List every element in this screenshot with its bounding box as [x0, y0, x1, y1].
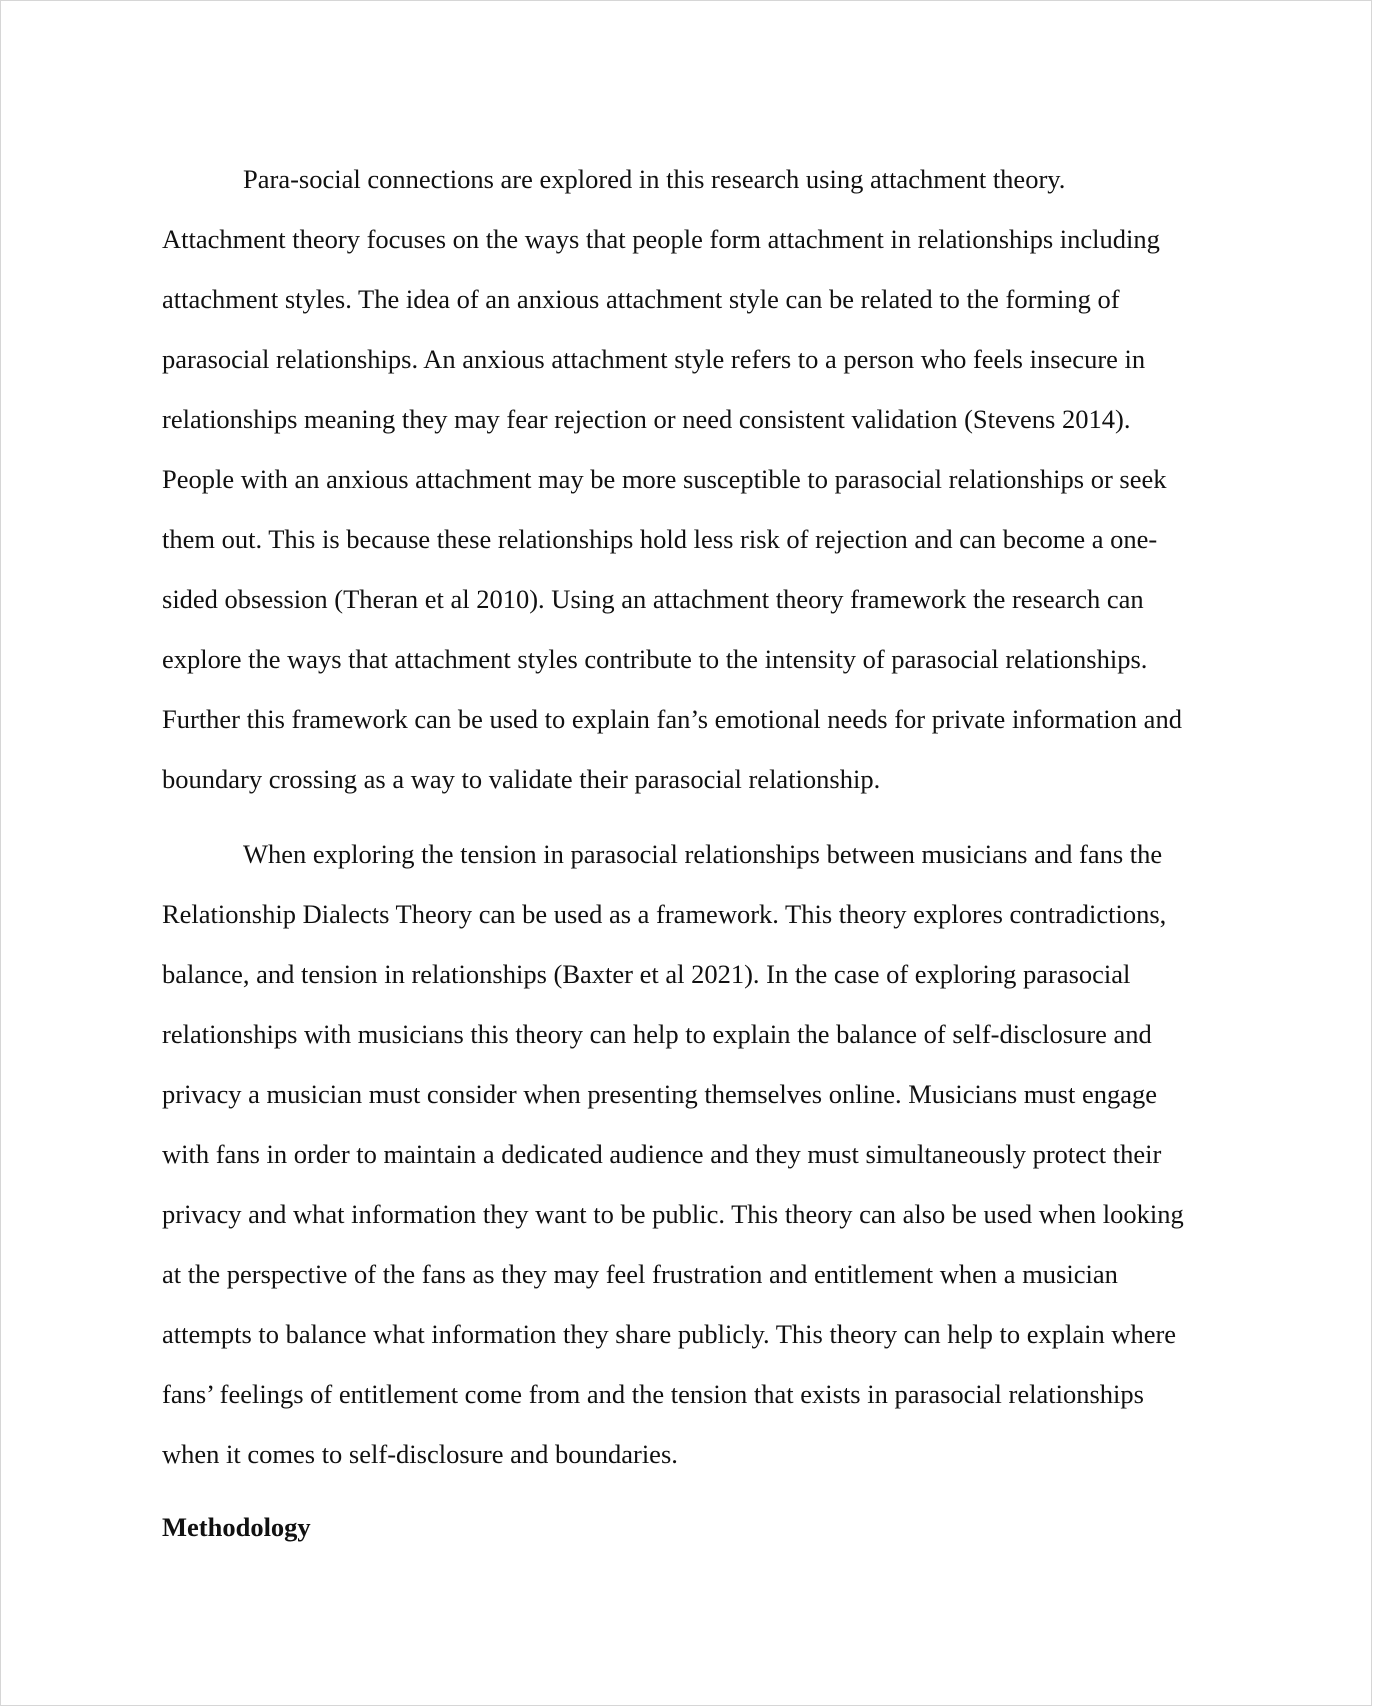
text-line: relationships meaning they may fear rejection or need consistent validation (Stevens 2014).	[162, 404, 1131, 434]
paragraph-relationship-dialectics	[162, 824, 1212, 1484]
paragraph-attachment-theory	[162, 149, 1212, 809]
text-line: boundary crossing as a way to validate their parasocial relationship.	[162, 764, 881, 794]
text-line: parasocial relationships. An anxious attachment style refers to a person who feels insecure in	[162, 344, 1146, 374]
text-line: fans’ feelings of entitlement come from and the tension that exists in parasocial relationships	[162, 1379, 1144, 1409]
section-heading-methodology: Methodology	[162, 1512, 311, 1542]
text-line: privacy a musician must consider when presenting themselves online. Musicians must engage	[162, 1079, 1157, 1109]
text-line: attempts to balance what information they share publicly. This theory can help to explain where	[162, 1319, 1177, 1349]
text-line: balance, and tension in relationships (Baxter et al 2021). In the case of exploring parasocial	[162, 959, 1131, 989]
text-line: privacy and what information they want to be public. This theory can also be used when looking	[162, 1199, 1184, 1229]
text-line: relationships with musicians this theory can help to explain the balance of self-disclosure and	[162, 1019, 1152, 1049]
text-line: sided obsession (Theran et al 2010). Using an attachment theory framework the research can	[162, 584, 1144, 614]
text-line: People with an anxious attachment may be more susceptible to parasocial relationships or seek	[162, 464, 1167, 494]
text-line: Attachment theory focuses on the ways that people form attachment in relationships including	[162, 224, 1160, 254]
text-line: When exploring the tension in parasocial relationships between musicians and fans the	[243, 839, 1163, 869]
document-body	[162, 149, 1212, 1557]
text-line: them out. This is because these relationships hold less risk of rejection and can become a one-	[162, 524, 1158, 554]
text-line: with fans in order to maintain a dedicated audience and they must simultaneously protect their	[162, 1139, 1162, 1169]
text-line: explore the ways that attachment styles contribute to the intensity of parasocial relationships.	[162, 644, 1148, 674]
text-line: when it comes to self-disclosure and boundaries.	[162, 1439, 678, 1469]
text-line: Para-social connections are explored in this research using attachment theory.	[243, 164, 1066, 194]
text-line: at the perspective of the fans as they may feel frustration and entitlement when a musician	[162, 1259, 1118, 1289]
text-line: Further this framework can be used to explain fan’s emotional needs for private information and	[162, 704, 1182, 734]
text-line: attachment styles. The idea of an anxious attachment style can be related to the forming of	[162, 284, 1120, 314]
text-line: Relationship Dialects Theory can be used as a framework. This theory explores contradictions,	[162, 899, 1167, 929]
